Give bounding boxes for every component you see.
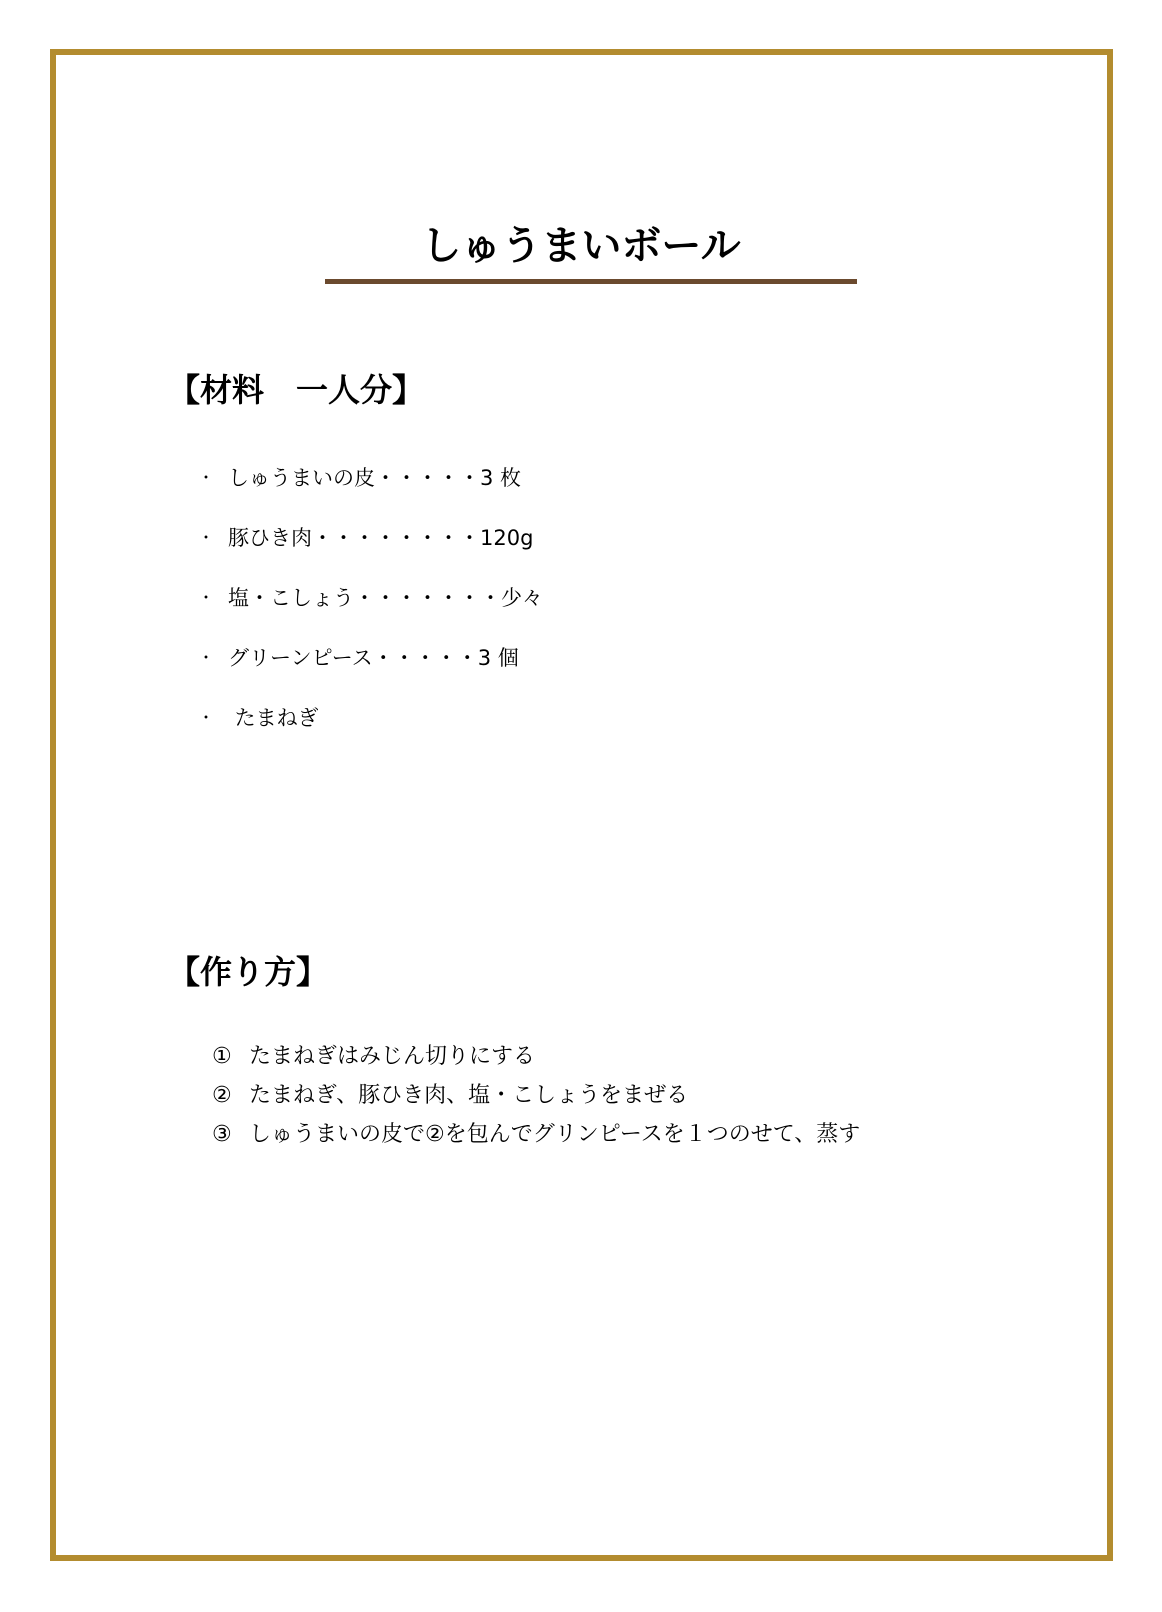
list-item: [198, 578, 543, 638]
ingredient-text: しゅうまいの皮・・・・・3 枚: [228, 466, 522, 490]
bullet: ・: [198, 588, 215, 607]
list-item: [198, 698, 543, 758]
page-border: [50, 49, 1113, 1561]
ingredient-text: 豚ひき肉・・・・・・・・120g: [228, 526, 534, 550]
bullet: ・: [198, 528, 215, 547]
bullet: ・: [198, 648, 215, 667]
step-text: たまねぎ、豚ひき肉、塩・こしょうをまぜる: [249, 1083, 689, 1108]
ingredient-text: たまねぎ: [228, 706, 319, 730]
step-item: [212, 1115, 860, 1154]
list-item: [198, 638, 543, 698]
title-underline: [325, 279, 857, 284]
list-item: [198, 518, 543, 578]
step-number: ①: [212, 1044, 232, 1069]
method-heading: 【作り方】: [168, 953, 329, 991]
ingredients-heading: 【材料 一人分】: [168, 371, 425, 409]
ingredients-list: [198, 458, 543, 758]
list-item: [198, 458, 543, 518]
step-text: たまねぎはみじん切りにする: [249, 1044, 536, 1069]
bullet: ・: [198, 708, 215, 727]
recipe-title: しゅうまいボール: [421, 223, 741, 269]
ingredient-text: 塩・こしょう・・・・・・・少々: [228, 586, 543, 610]
step-number: ③: [212, 1122, 232, 1147]
ingredient-text: グリーンピース・・・・・3 個: [228, 646, 519, 670]
step-item: [212, 1076, 860, 1115]
step-number: ②: [212, 1083, 232, 1108]
steps-list: [212, 1037, 860, 1154]
step-item: [212, 1037, 860, 1076]
bullet: ・: [198, 468, 215, 487]
step-text: しゅうまいの皮で②を包んでグリンピースを１つのせて、蒸す: [249, 1122, 861, 1147]
